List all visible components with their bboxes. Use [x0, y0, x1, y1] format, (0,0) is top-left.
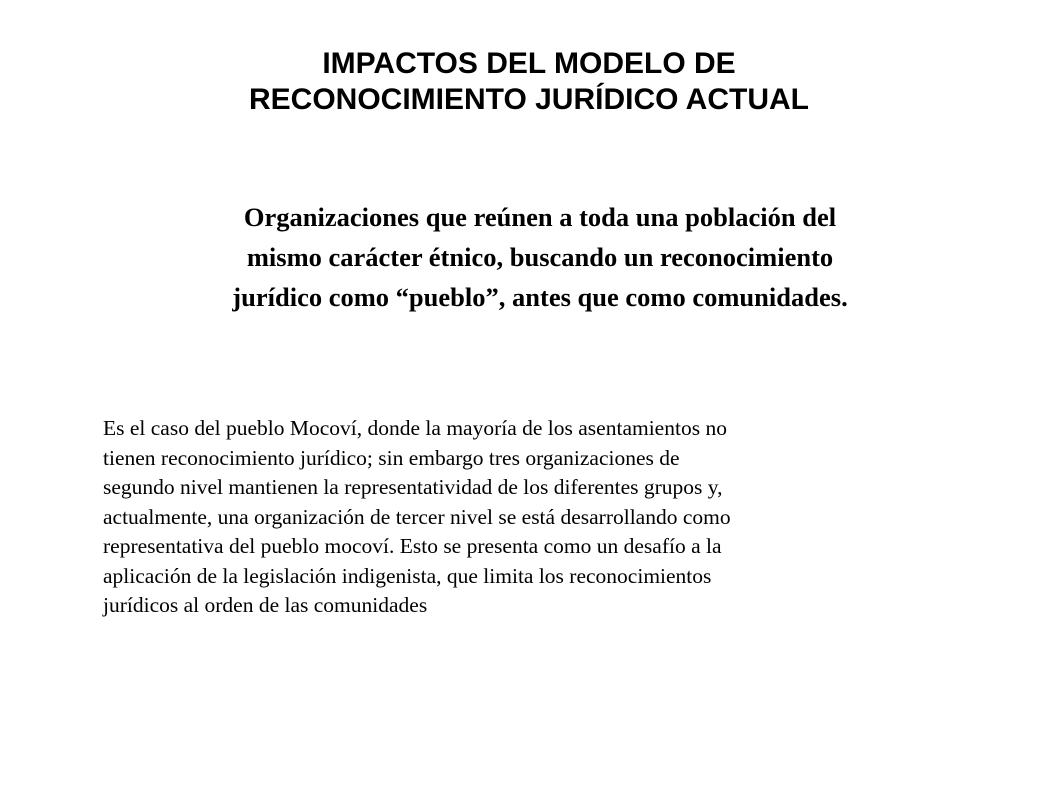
body-line: Es el caso del pueblo Mocoví, donde la mayoría de los asentamientos no [103, 416, 727, 440]
slide-title [0, 46, 1058, 118]
subtitle-line: mismo carácter étnico, buscando un reconocimiento [246, 242, 834, 272]
slide-subtitle [110, 197, 970, 317]
body-line: tienen reconocimiento jurídico; sin embargo tres organizaciones de [103, 445, 680, 470]
body-line: actualmente, una organización de tercer nivel se está desarrollando como [103, 504, 731, 529]
body-line: jurídicos al orden de las comunidades [103, 593, 428, 617]
body-line: aplicación de la legislación indigenista, que limita los reconocimientos [103, 563, 712, 588]
slide-title-line: IMPACTOS DEL MODELO DE [322, 47, 736, 80]
slide-title-line: RECONOCIMIENTO JURÍDICO ACTUAL [248, 83, 809, 116]
body-paragraph [103, 414, 983, 621]
body-line: segundo nivel mantienen la representatividad de los diferentes grupos y, [103, 475, 723, 499]
subtitle-line: jurídico como “pueblo”, antes que como comunidades. [232, 282, 848, 312]
body-line: representativa del pueblo mocoví. Esto se presenta como un desafío a la [103, 534, 722, 558]
subtitle-line: Organizaciones que reúnen a toda una población del [243, 202, 837, 232]
